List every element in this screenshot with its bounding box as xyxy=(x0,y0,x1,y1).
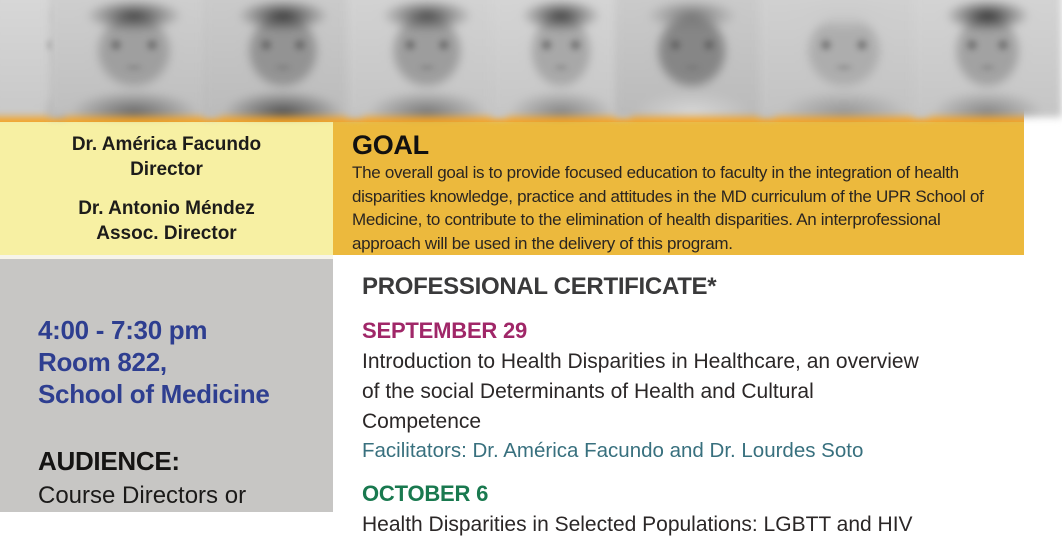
session-september-29 xyxy=(362,319,994,464)
event-location: School of Medicine xyxy=(38,379,270,409)
session-october-6 xyxy=(362,482,994,540)
director-title: Director xyxy=(130,158,203,180)
director-entry xyxy=(72,132,261,182)
goal-panel xyxy=(333,122,1024,255)
right-column xyxy=(333,122,1024,536)
portrait-photo-girl xyxy=(919,0,1052,107)
portrait-photo-young-man xyxy=(209,0,353,107)
assoc-director-name: Dr. Antonio Méndez xyxy=(78,197,255,219)
faces-photo-collage xyxy=(0,0,1024,107)
portrait-photo-elderly-woman xyxy=(765,0,919,107)
event-time: 4:00 - 7:30 pm xyxy=(38,315,208,345)
left-column xyxy=(0,122,333,512)
portrait-photo-woman xyxy=(497,0,621,107)
goal-heading: GOAL xyxy=(352,130,429,160)
director-name: Dr. América Facundo xyxy=(71,133,262,155)
portrait-photo-bearded-man xyxy=(55,0,209,107)
session-date: SEPTEMBER 29 xyxy=(362,318,528,343)
directors-panel xyxy=(0,122,333,255)
event-room: Room 822, xyxy=(38,347,167,377)
audience-text: Course Directors or xyxy=(38,482,247,509)
program-heading: PROFESSIONAL CERTIFICATE* xyxy=(362,273,717,300)
assoc-director-title: Assoc. Director xyxy=(96,222,237,244)
assoc-director-entry xyxy=(78,196,255,246)
portrait-photo-man xyxy=(353,0,497,107)
session-facilitators: Facilitators: Dr. América Facundo and Dr. Lourdes Soto xyxy=(362,439,864,462)
session-title: Health Disparities in Selected Populations: LGBTT and HIV xyxy=(362,513,913,536)
portrait-photo-partial-left xyxy=(0,0,55,107)
session-title: Introduction to Health Disparities in Healthcare, an overview of the social Determinants of Health and Cultural Competence xyxy=(362,350,919,433)
session-date: OCTOBER 6 xyxy=(362,481,489,506)
audience-label: AUDIENCE: xyxy=(38,446,180,476)
goal-body-text: The overall goal is to provide focused education to faculty in the integration of health disparities knowledge, practice and attitudes in the MD curriculum of the UPR School of Medicine, to contribute to the elimination of health disparities. An interprofessional approach will be used in the delivery of this program. xyxy=(352,163,984,253)
schedule-panel xyxy=(0,259,333,512)
portrait-photo-baby xyxy=(621,0,765,107)
program-panel xyxy=(333,255,1024,540)
content-area xyxy=(0,122,1024,536)
